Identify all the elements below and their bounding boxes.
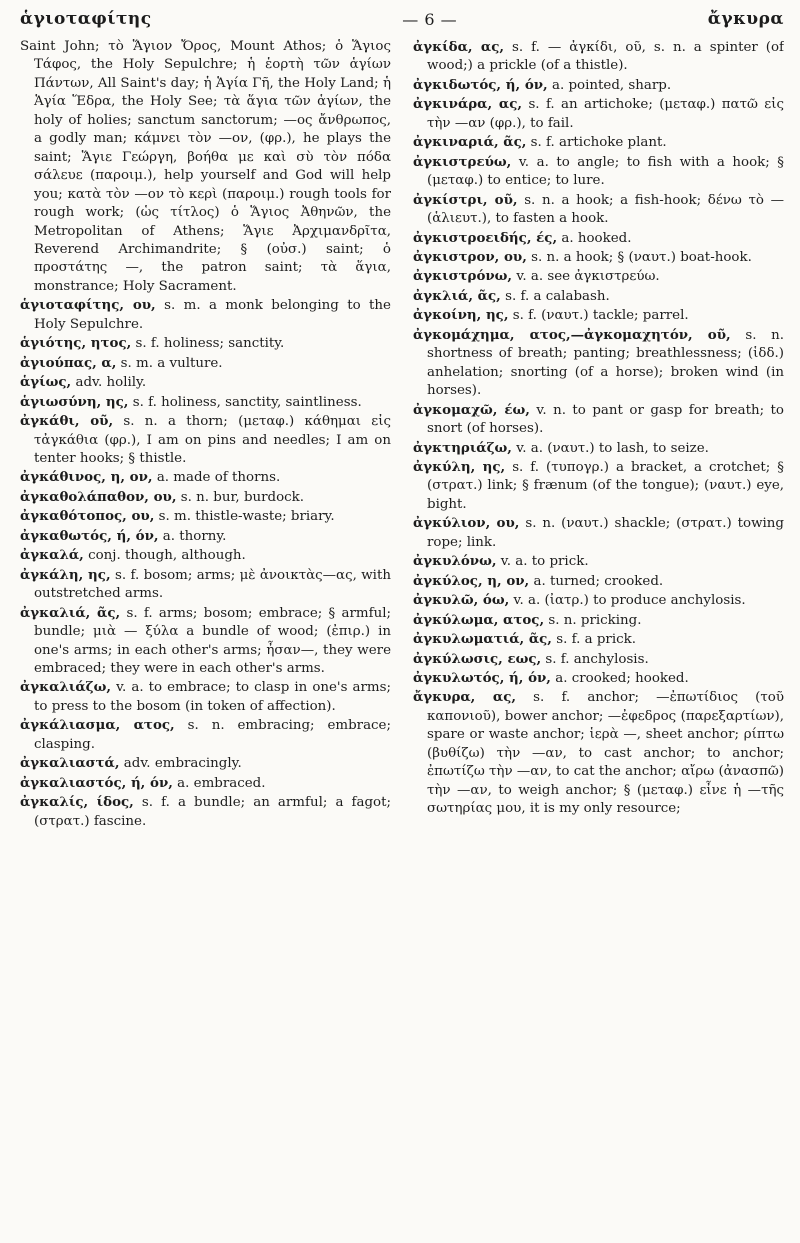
entry-headword: ἀγκινάρα, ας, — [413, 96, 523, 113]
dictionary-entry — [20, 373, 391, 392]
entry-definition: s. f. bosom; arms; μὲ ἀνοικτὰς—ας, with outstretched arms. — [34, 567, 391, 602]
dictionary-entry — [20, 488, 391, 507]
text-columns — [20, 38, 784, 1239]
entry-headword: ἀγκύλωμα, ατος, — [413, 611, 545, 628]
page-number: — 6 — — [402, 9, 458, 29]
entry-definition: s. f. (ναυτ.) tackle; parrel. — [512, 308, 689, 324]
entry-headword: ἀγκιστρεύω, — [413, 153, 512, 170]
entry-headword: ἀγκαθότοπος, ου, — [20, 508, 155, 525]
entry-headword: ἀγκιστρον, ου, — [413, 248, 527, 265]
entry-headword: ἀγιούπας, α, — [20, 354, 117, 371]
dictionary-entry — [413, 611, 784, 630]
dictionary-entry — [413, 306, 784, 325]
entry-definition: s. n. pricking. — [548, 612, 642, 628]
page-header — [20, 8, 784, 30]
entry-headword: ἀγκαθολάπαθον, ου, — [20, 488, 177, 505]
entry-headword: ἀγκίστρι, οῦ, — [413, 191, 518, 208]
entry-headword: ἀγκαλιαστά, — [20, 755, 120, 772]
entry-headword: ἀγκυλωματιά, ᾶς, — [413, 631, 552, 648]
entry-definition: s. f. anchor; —ἐπωτίδιος (τοῦ καπονιοῦ), bower anchor; —ἐφεδρος (παρεξαρτίων), spare or waste anchor; ἱερὰ —, sheet anchor; ρίπτω (βυθίζω) τὴν —αν, to cast anchor; to anchor; ἐπωτίζω τὴν —αν, to cat the anchor; αἴρω (ἀνασπῶ) τὴν —αν, to weigh anchor; § (μεταφ.) εἶνε ἡ —τῆς σωτηρίας μου, it is my only resource; — [427, 690, 784, 817]
entry-definition: v. n. to pant or gasp for breath; to snort (of horses). — [427, 402, 784, 437]
dictionary-entry — [413, 287, 784, 306]
entry-definition: v. a. see ἀγκιστρεύω. — [516, 269, 660, 285]
entry-definition: s. m. a monk belonging to the Holy Sepulchre. — [34, 298, 391, 332]
entry-headword: ἀγκλιά, ᾶς, — [413, 287, 501, 304]
entry-headword: ἀγκομάχημα, ατος,—ἀγκομαχητόν, οῦ, — [413, 326, 731, 343]
entry-definition: v. a. to embrace; to clasp in one's arms; to press to the bosom (in token of affection). — [34, 680, 391, 714]
dictionary-entry — [413, 650, 784, 669]
entry-definition: s. n. shortness of breath; panting; breathlessness; (ἱδδ.) anhelation; snorting (of a horse); broken wind (in horses). — [427, 327, 784, 399]
entry-definition: adv. holily. — [75, 375, 147, 391]
dictionary-entry — [20, 334, 391, 353]
entry-headword: ἀγκαλιά, ᾶς, — [20, 604, 121, 621]
dictionary-entry — [413, 133, 784, 152]
entry-definition: a. hooked. — [561, 230, 632, 246]
dictionary-entry — [20, 793, 391, 831]
entry-definition: s. f. a calabash. — [505, 288, 610, 304]
entry-headword: ἀγκύλωσις, εως, — [413, 650, 542, 667]
entry-definition: s. m. thistle-waste; briary. — [158, 509, 335, 525]
dictionary-entry — [413, 572, 784, 591]
dictionary-entry — [413, 458, 784, 514]
entry-headword: ἀγκάλιασμα, ατος, — [20, 717, 175, 734]
entry-definition: s. f. arms; bosom; embrace; § armful; bundle; μιὰ — ξύλα a bundle of wood; (ἐπιρ.) in one's arms; in each other's arms; ἦσαν—, they were embraced; they were in each other's arms. — [34, 605, 391, 676]
entry-definition: s. n. a hook; § (ναυτ.) boat-hook. — [531, 249, 752, 265]
entry-definition: s. n. (ναυτ.) shackle; (στρατ.) towing rope; link. — [427, 516, 784, 550]
dictionary-entry — [413, 38, 784, 76]
entry-headword: ἀγκύλη, ης, — [413, 458, 506, 475]
dictionary-entry — [413, 153, 784, 191]
entry-headword: ἀγκαλά, — [20, 547, 84, 564]
dictionary-entry — [413, 552, 784, 571]
entry-definition: s. f. artichoke plant. — [530, 135, 667, 151]
entry-headword: ἀγκομαχῶ, έω, — [413, 401, 530, 418]
entry-definition: s. n. a hook; a fish-hook; δένω τὸ — (ἁλιευτ.), to fasten a hook. — [427, 192, 784, 227]
dictionary-entry — [413, 229, 784, 248]
dictionary-entry — [413, 401, 784, 439]
entry-definition: s. m. a vulture. — [120, 355, 223, 371]
entry-headword: ἀγκίδα, ας, — [413, 39, 505, 55]
entry-headword: ἀγκιστρόνω, — [413, 268, 513, 285]
entry-definition: s. f. a prick. — [556, 632, 636, 648]
dictionary-entry — [20, 412, 391, 468]
entry-definition: s. n. embracing; embrace; clasping. — [34, 718, 391, 752]
entry-headword: ἀγκαλίς, ίδος, — [20, 794, 134, 811]
entry-definition: s. n. bur, burdock. — [180, 489, 305, 505]
entry-headword: ἀγκυλωτός, ή, όν, — [413, 669, 551, 686]
dictionary-entry — [20, 527, 391, 546]
dictionary-entry — [20, 38, 391, 296]
entry-definition: s. f. holiness; sanctity. — [135, 336, 285, 352]
entry-headword: ἀγκαθωτός, ή, όν, — [20, 527, 159, 544]
header-left-word: ἁγιοταφίτης — [20, 9, 152, 29]
entry-headword: ἁγιωσύνη, ης, — [20, 393, 129, 410]
dictionary-entry — [413, 267, 784, 286]
entry-definition: conj. though, although. — [88, 548, 246, 564]
entry-headword: ἀγκυλόνω, — [413, 553, 497, 570]
entry-definition: v. a. to prick. — [500, 554, 589, 570]
entry-headword: ἄγκυρα, ας, — [413, 689, 517, 706]
dictionary-entry — [413, 191, 784, 229]
entry-headword: ἀγκυλῶ, όω, — [413, 592, 510, 609]
dictionary-entry — [20, 566, 391, 604]
entry-headword: ἁγιοταφίτης, ου, — [20, 297, 156, 314]
dictionary-entry — [413, 630, 784, 649]
dictionary-entry — [20, 546, 391, 565]
entry-headword: ἀγκιδωτός, ή, όν, — [413, 76, 548, 93]
entry-headword: ἀγκάθινος, η, ον, — [20, 469, 153, 486]
dictionary-entry — [20, 774, 391, 793]
entry-headword: ἁγίως, — [20, 374, 72, 391]
dictionary-entry — [413, 439, 784, 458]
entry-definition: s. f. a bundle; an armful; a fagot; (στρατ.) fascine. — [34, 795, 391, 829]
entry-headword: ἀγκύλος, η, ον, — [413, 572, 530, 589]
entry-definition: s. n. a thorn; (μεταφ.) κάθημαι εἰς τἀγκάθια (φρ.), I am on pins and needles; I am on tenter hooks; § thistle. — [34, 414, 391, 466]
dictionary-entry — [413, 514, 784, 552]
entry-headword: ἀγκύλιον, ου, — [413, 515, 520, 532]
dictionary-entry — [20, 716, 391, 754]
entry-definition: a. made of thorns. — [156, 470, 281, 486]
dictionary-entry — [413, 248, 784, 267]
entry-definition: a. pointed, sharp. — [551, 77, 672, 93]
entry-headword: ἀγκάθι, οῦ, — [20, 413, 114, 430]
dictionary-entry — [20, 507, 391, 526]
entry-definition: v. a. to angle; to fish with a hook; § (μεταφ.) to entice; to lure. — [427, 154, 784, 189]
entry-definition: v. a. (ἰατρ.) to produce anchylosis. — [513, 593, 746, 609]
entry-definition: s. f. holiness, sanctity, saintliness. — [132, 394, 362, 410]
entry-definition: adv. embracingly. — [123, 756, 242, 772]
dictionary-entry — [413, 591, 784, 610]
dictionary-entry — [20, 296, 391, 334]
entry-definition: a. crooked; hooked. — [555, 670, 689, 686]
entry-headword: ἀγκοίνη, ης, — [413, 307, 509, 324]
dictionary-entry — [413, 326, 784, 401]
entry-definition: Saint John; τὸ Ἅγιον Ὄρος, Mount Athos; ὁ Ἅγιος Τάφος, the Holy Sepulchre; ἡ ἑορτὴ τῶν ἁγίων Πάντων, All Saint's day; ἡ Ἁγία Γῆ, the Holy Land; ἡ Ἁγία Ἕδρα, the Holy See; τὰ ἅγια τῶν ἁγίων, the holy of holies; sanctum sanctorum; —ος ἄνθρωπος, a godly man; κάμνει τὸν —ον, (φρ.), he plays the saint; Ἅγιε Γεώργη, βοήθα με καὶ σὺ τὸν πόδα σάλευε (παροιμ.), help yourself and God will help you; κατὰ τὸν —ον τὸ κερὶ (παροιμ.) rough tools for rough work; (ὡς τίτλος) ὁ Ἅγιος Ἀθηνῶν, the Metropolitan of Athens; Ἅγιε Ἀρχιμανδρῖτα, Reverend Archimandrite; § (οὐσ.) saint; ὁ προστάτης —, the patron saint; τὰ ἅγια, monstrance; Holy Sacrament. — [20, 39, 391, 294]
entry-headword: ἀγκιναριά, ᾶς, — [413, 134, 527, 151]
dictionary-entry — [413, 669, 784, 688]
entry-definition: v. a. (ναυτ.) to lash, to seize. — [516, 440, 709, 456]
entry-definition: a. turned; crooked. — [533, 573, 664, 589]
entry-headword: ἁγιότης, ητος, — [20, 335, 132, 352]
dictionary-entry — [20, 393, 391, 412]
entry-headword: ἀγκαλιαστός, ή, όν, — [20, 774, 173, 791]
entry-definition: a. embraced. — [177, 775, 266, 791]
right-column — [413, 38, 784, 1239]
entry-headword: ἀγκιστροειδής, ές, — [413, 229, 558, 246]
dictionary-entry — [20, 754, 391, 773]
entry-headword: ἀγκαλιάζω, — [20, 679, 112, 696]
entry-headword: ἀγκάλη, ης, — [20, 566, 111, 583]
header-right-word: ἄγκυρα — [707, 9, 784, 29]
dictionary-entry — [20, 468, 391, 487]
dictionary-entry — [20, 678, 391, 716]
left-column — [20, 38, 391, 1239]
entry-definition: s. f. anchylosis. — [545, 651, 649, 667]
dictionary-entry — [413, 688, 784, 818]
entry-definition: s. f. — ἀγκίδι, οῦ, s. n. a spinter (of wood;) a prickle (of a thistle). — [427, 40, 784, 74]
dictionary-entry — [20, 604, 391, 679]
entry-headword: ἀγκτηριάζω, — [413, 439, 512, 456]
entry-definition: s. f. (τυπογρ.) a bracket, a crotchet; § (στρατ.) link; § frænum (of the tongue); (ναυτ.) eye, bight. — [427, 459, 784, 512]
dictionary-entry — [413, 95, 784, 133]
entry-definition: a. thorny. — [162, 528, 227, 544]
dictionary-entry — [413, 76, 784, 95]
dictionary-entry — [20, 354, 391, 373]
entry-definition: s. f. an artichoke; (μεταφ.) πατῶ εἰς τὴν —αν (φρ.), to fail. — [427, 97, 784, 131]
